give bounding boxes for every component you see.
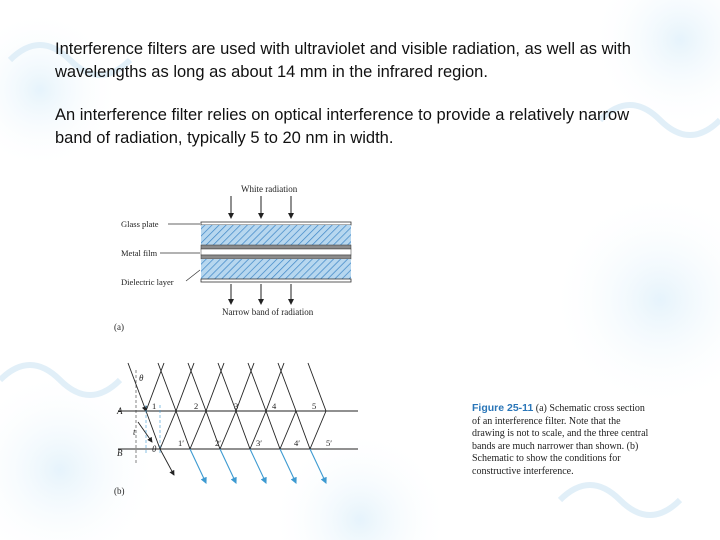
narrow-band-label: Narrow band of radiation [222, 307, 314, 317]
theta-top-label: θ [139, 373, 144, 383]
panel-a-label: (a) [114, 322, 124, 332]
white-radiation-label: White radiation [241, 184, 298, 194]
dielectric-layer-label: Dielectric layer [121, 277, 174, 287]
figure-number: Figure 25-11 [472, 402, 534, 414]
figure-caption [472, 402, 650, 479]
filter-layers [201, 222, 351, 282]
theta-bottom-label: θ [152, 444, 157, 454]
top-point-label: 1 [152, 401, 157, 411]
top-point-label: 2 [194, 401, 199, 411]
interference-filter-figure [108, 180, 358, 500]
top-point-label: 5 [312, 401, 317, 411]
glass-plate-label: Glass plate [121, 219, 159, 229]
thickness-label: t [133, 427, 136, 437]
caption-text: (a) Schematic cross section of an interference filter. Note that the drawing is not to scale, and the three central bands are much narrower than shown. (b) Schematic to show the conditions for constructive interference. [472, 403, 649, 477]
bottom-point-label: 4′ [294, 438, 301, 448]
interference-ray-diagram [118, 363, 358, 483]
metal-film-label: Metal film [121, 248, 158, 258]
bottom-point-label: 5′ [326, 438, 333, 448]
paragraph-filter-principle: An interference filter relies on optical interference to provide a relatively narrow band of radiation, typically 5 to 20 nm in width. [55, 106, 630, 147]
panel-b-label: (b) [114, 486, 125, 496]
bottom-point-label: 2′ [215, 438, 222, 448]
bottom-point-label: 3′ [256, 438, 263, 448]
paragraph-filter-range: Interference filters are used with ultraviolet and visible radiation, as well as with wavelengths as long as about 14 mm in the infrared region. [55, 40, 631, 81]
top-point-label: 3 [234, 401, 239, 411]
line-b-label: B [117, 448, 123, 458]
line-a-label: A [117, 406, 123, 416]
bottom-point-label: 1′ [178, 438, 185, 448]
top-point-label: 4 [272, 401, 277, 411]
